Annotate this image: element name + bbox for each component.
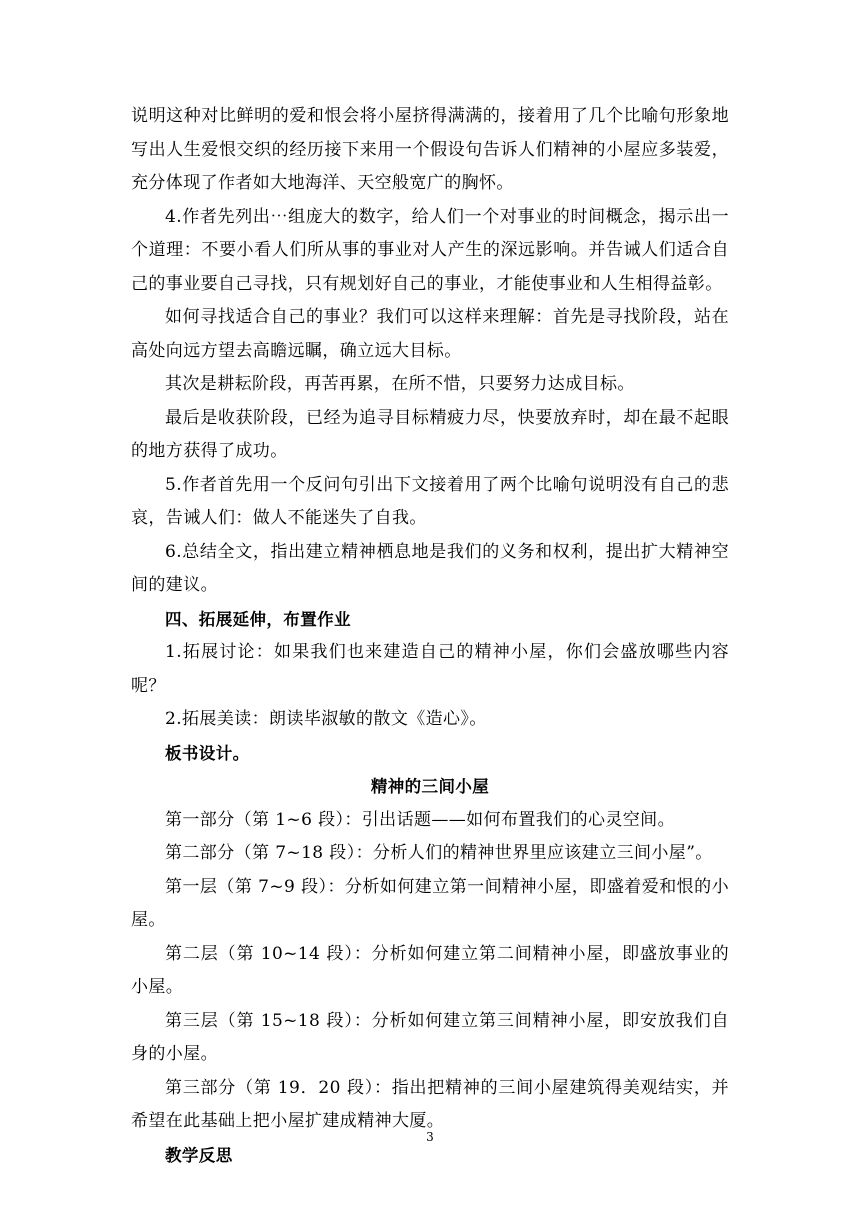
- outline-layer-two: 第二层（第 10~14 段）：分析如何建立第二间精神小屋，即盛放事业的小屋。: [131, 943, 729, 997]
- outline-part-three: 第三部分（第 19．20 段）：指出把精神的三间小屋建筑得美观结实，并希望在此基础上把小屋扩建成精神大厦。: [131, 1077, 729, 1131]
- paragraph-extension-reading: 2.拓展美读：朗读毕淑敏的散文《造心》。: [165, 709, 487, 729]
- paragraph-point-6: 6.总结全文，指出建立精神栖息地是我们的义务和权利，提出扩大精神空间的建议。: [131, 541, 729, 595]
- outline-part-two: 第二部分（第 7~18 段）：分析人们的精神世界里应该建立三间小屋”。: [165, 843, 713, 863]
- outline-layer-one: 第一层（第 7~9 段）：分析如何建立第一间精神小屋，即盛着爱和恨的小屋。: [131, 876, 729, 930]
- paragraph-find-career: 如何寻找适合自己的事业？我们可以这样来理解：首先是寻找阶段，站在高处向远方望去高瞻远瞩，确立远大目标。: [131, 307, 729, 361]
- section-heading-board-design: 板书设计。: [165, 743, 250, 763]
- paragraph-extension-discussion: 1.拓展讨论：如果我们也来建造自己的精神小屋，你们会盛放哪些内容呢？: [131, 642, 729, 696]
- paragraph-love-hate-analysis: 说明这种对比鲜明的爱和恨会将小屋挤得满满的，接着用了几个比喻句形象地写出人生爱恨交织的经历接下来用一个假设句告诉人们精神的小屋应多装爱，充分体现了作者如大地海洋、天空般宽广的胸怀。: [131, 106, 729, 193]
- board-design-title: 精神的三间小屋: [370, 777, 490, 796]
- section-heading-teaching-reflection: 教学反思: [165, 1145, 233, 1165]
- outline-part-one: 第一部分（第 1~6 段）：引出话题——如何布置我们的心灵空间。: [165, 809, 675, 830]
- paragraph-cultivation-stage: 其次是耕耘阶段，再苦再累，在所不惜，只要努力达成目标。: [165, 374, 635, 394]
- outline-layer-three: 第三层（第 15~18 段）：分析如何建立第三间精神小屋，即安放我们自身的小屋。: [131, 1010, 729, 1064]
- section-heading-extension: 四、拓展延伸，布置作业: [165, 609, 351, 629]
- paragraph-harvest-stage: 最后是收获阶段，已经为追寻目标精疲力尽，快要放弃时，却在最不起眼的地方获得了成功。: [131, 407, 729, 461]
- page-number: 3: [426, 1130, 434, 1144]
- page-content: [131, 100, 729, 1172]
- paragraph-point-4: 4.作者先列出⋯组庞大的数字，给人们一个对事业的时间概念，揭示出一个道理：不要小看人们所从事的事业对人产生的深远影响。并告诫人们适合自己的事业要自己寻找，只有规划好自己的事业，才能使事业和人生相得益彰。: [131, 206, 729, 294]
- paragraph-point-5: 5.作者首先用一个反问句引出下文接着用了两个比喻句说明没有自己的悲哀，告诫人们：做人不能迷失了自我。: [131, 474, 729, 528]
